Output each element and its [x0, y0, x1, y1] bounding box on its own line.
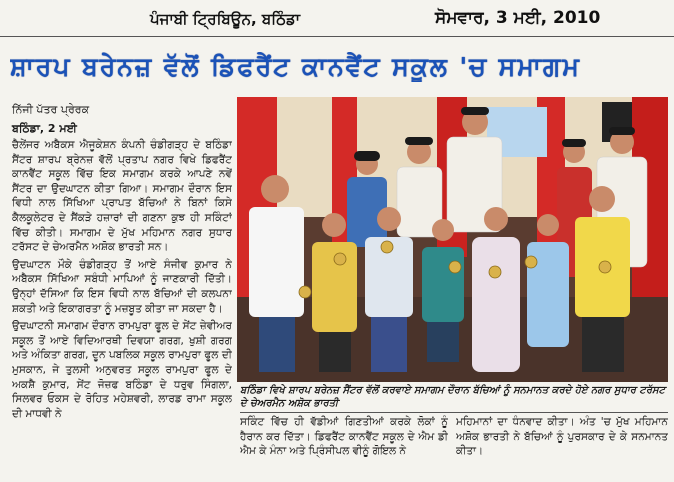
caption-rule: [240, 412, 668, 413]
article-paragraph: ਉਦਘਾਟਨੀ ਸਮਾਗਮ ਦੌਰਾਨ ਰਾਮਪੁਰਾ ਫੂਲ ਦੇ ਸੇਂਟ ਜ਼ੇਵੀਅਰ ਸਕੂਲ ਤੋਂ ਆਏ ਵਿਦਿਆਰਥੀ ਦਿਵਯਾ ਗਰਗ, ਖੁਸ਼ੀ ਗਰਗ ਅਤੇ ਅੰਕਿਤਾ ਗਰਗ, ਦੂਨ ਪਬਲਿਕ ਸਕੂਲ ਰਾਮਪੁਰਾ ਫੂਲ ਦੀ ਮੁਸਕਾਨ, ਜੇ ਤੁਲਸੀ ਅਨੁਵਰਤ ਸਕੂਲ ਰਾਮਪੁਰਾ ਫੂਲ ਦੇ ਅਕਸ਼ੈ ਕੁਮਾਰ, ਸੇਂਟ ਜੋਜ਼ਫ ਬਠਿੰਡਾ ਦੇ ਧਰੁਵ ਸਿੰਗਲਾ, ਸਿਲਵਰ ਓਕਸ ਦੇ ਰੋਹਿਤ ਮਹੇਸ਼ਵਰੀ, ਲਾਰਡ ਰਾਮਾ ਸਕੂਲ ਦੀ ਮਾਧਵੀ ਨੇ: [12, 320, 232, 420]
issue-date: ਸੋਮਵਾਰ, 3 ਮਈ, 2010: [435, 8, 601, 28]
reporter-byline: ਨਿੱਜੀ ਪੱਤਰ ਪ੍ਰੇਰਕ: [12, 103, 90, 116]
continuation-column-left: ਸਕਿੰਟ ਵਿੱਚ ਹੀ ਵੱਡੀਆਂ ਗਿਣਤੀਆਂ ਕਰਕੇ ਲੋਕਾਂ ਨੂੰ ਹੈਰਾਨ ਕਰ ਦਿੱਤਾ। ਡਿਫਰੈਂਟ ਕਾਨਵੈਂਟ ਸਕੂਲ ਦੇ ਐਮ ਡੀ ਐਮ ਕੇ ਮੰਨਾ ਅਤੇ ਪ੍ਰਿੰਸੀਪਲ ਵੀਨੂੰ ਗੋਇਲ ਨੇ: [240, 416, 448, 458]
headline: ਸ਼ਾਰਪ ਬਰੇਨਜ਼ ਵੱਲੋਂ ਡਿਫਰੈਂਟ ਕਾਨਵੈਂਟ ਸਕੂਲ 'ਚ ਸਮਾਗਮ: [10, 52, 581, 81]
event-photo-illustration: [237, 97, 668, 382]
newspaper-name: ਪੰਜਾਬੀ ਟ੍ਰਿਬਿਊਨ, ਬਠਿੰਡਾ: [150, 10, 301, 28]
photo-caption: ਬਠਿੰਡਾ ਵਿਖੇ ਸ਼ਾਰਪ ਬਰੇਨਜ਼ ਸੈਂਟਰ ਵੱਲੋਂ ਕਰਵਾਏ ਸਮਾਗਮ ਦੌਰਾਨ ਬੱਚਿਆਂ ਨੂੰ ਸਨਮਾਨਤ ਕਰਦੇ ਹੋਏ ਨਗਰ ਸੁਧਾਰ ਟਰੱਸਟ ਦੇ ਚੇਅਰਮੈਨ ਅਸ਼ੋਕ ਭਾਰਤੀ: [240, 385, 666, 409]
article-paragraph: ਉਦਘਾਟਨ ਮੌਕੇ ਚੰਡੀਗੜ੍ਹ ਤੋਂ ਆਏ ਸੰਜੀਵ ਕੁਮਾਰ ਨੇ ਅਬੈਕਸ ਸਿੱਖਿਆ ਸਬੰਧੀ ਮਾਪਿਆਂ ਨੂੰ ਜਾਣਕਾਰੀ ਦਿੱਤੀ। ਉਨ੍ਹਾਂ ਦੱਸਿਆ ਕਿ ਇਸ ਵਿਧੀ ਨਾਲ ਬੱਚਿਆਂ ਦੀ ਕਲਪਨਾ ਸ਼ਕਤੀ ਅਤੇ ਇਕਾਗਰਤਾ ਨੂੰ ਮਜ਼ਬੂਤ ਕੀਤਾ ਜਾ ਸਕਦਾ ਹੈ।: [12, 258, 232, 315]
article-body-column: [12, 138, 232, 478]
article-paragraph: ਚੈਲੇਂਜਰ ਅਬੈਕਸ ਐਜੂਕੇਸ਼ਨ ਕੰਪਨੀ ਚੰਡੀਗੜ੍ਹ ਦੇ ਬਠਿੰਡਾ ਸੈਂਟਰ ਸ਼ਾਰਪ ਬ੍ਰੇਨਜ਼ ਵੱਲੋਂ ਪ੍ਰਤਾਪ ਨਗਰ ਵਿਖੇ ਡਿਫਰੈਂਟ ਕਾਨਵੈਂਟ ਸਕੂਲ ਵਿੱਚ ਇਕ ਸਮਾਗਮ ਕਰਕੇ ਆਪਣੇ ਨਵੇਂ ਸੈਂਟਰ ਦਾ ਉਦਘਾਟਨ ਕੀਤਾ ਗਿਆ। ਸਮਾਗਮ ਦੌਰਾਨ ਇਸ ਵਿਧੀ ਨਾਲ ਸਿੱਖਿਆ ਪ੍ਰਾਪਤ ਬੱਚਿਆਂ ਨੇ ਬਿਨਾਂ ਕਿਸੇ ਕੈਲਕੂਲੇਟਰ ਦੇ ਸੈਂਕੜੇ ਹਜ਼ਾਰਾਂ ਦੀ ਗਣਨਾ ਕੁਝ ਹੀ ਸਕਿੰਟਾਂ ਵਿੱਚ ਕੀਤੀ। ਸਮਾਗਮ ਦੇ ਮੁੱਖ ਮਹਿਮਾਨ ਨਗਰ ਸੁਧਾਰ ਟਰੱਸਟ ਦੇ ਚੇਅਰਮੈਨ ਅਸ਼ੋਕ ਭਾਰਤੀ ਸਨ।: [12, 139, 232, 254]
continuation-column-right: ਮਹਿਮਾਨਾਂ ਦਾ ਧੰਨਵਾਦ ਕੀਤਾ। ਅੰਤ 'ਚ ਮੁੱਖ ਮਹਿਮਾਨ ਅਸ਼ੋਕ ਭਾਰਤੀ ਨੇ ਬੱਚਿਆਂ ਨੂੰ ਪੁਰਸਕਾਰ ਦੇ ਕੇ ਸਨਮਾਨਤ ਕੀਤਾ।: [456, 416, 668, 458]
masthead-rule: [0, 36, 674, 37]
news-photo: [237, 97, 668, 382]
dateline: ਬਠਿੰਡਾ, 2 ਮਈ: [12, 122, 77, 135]
